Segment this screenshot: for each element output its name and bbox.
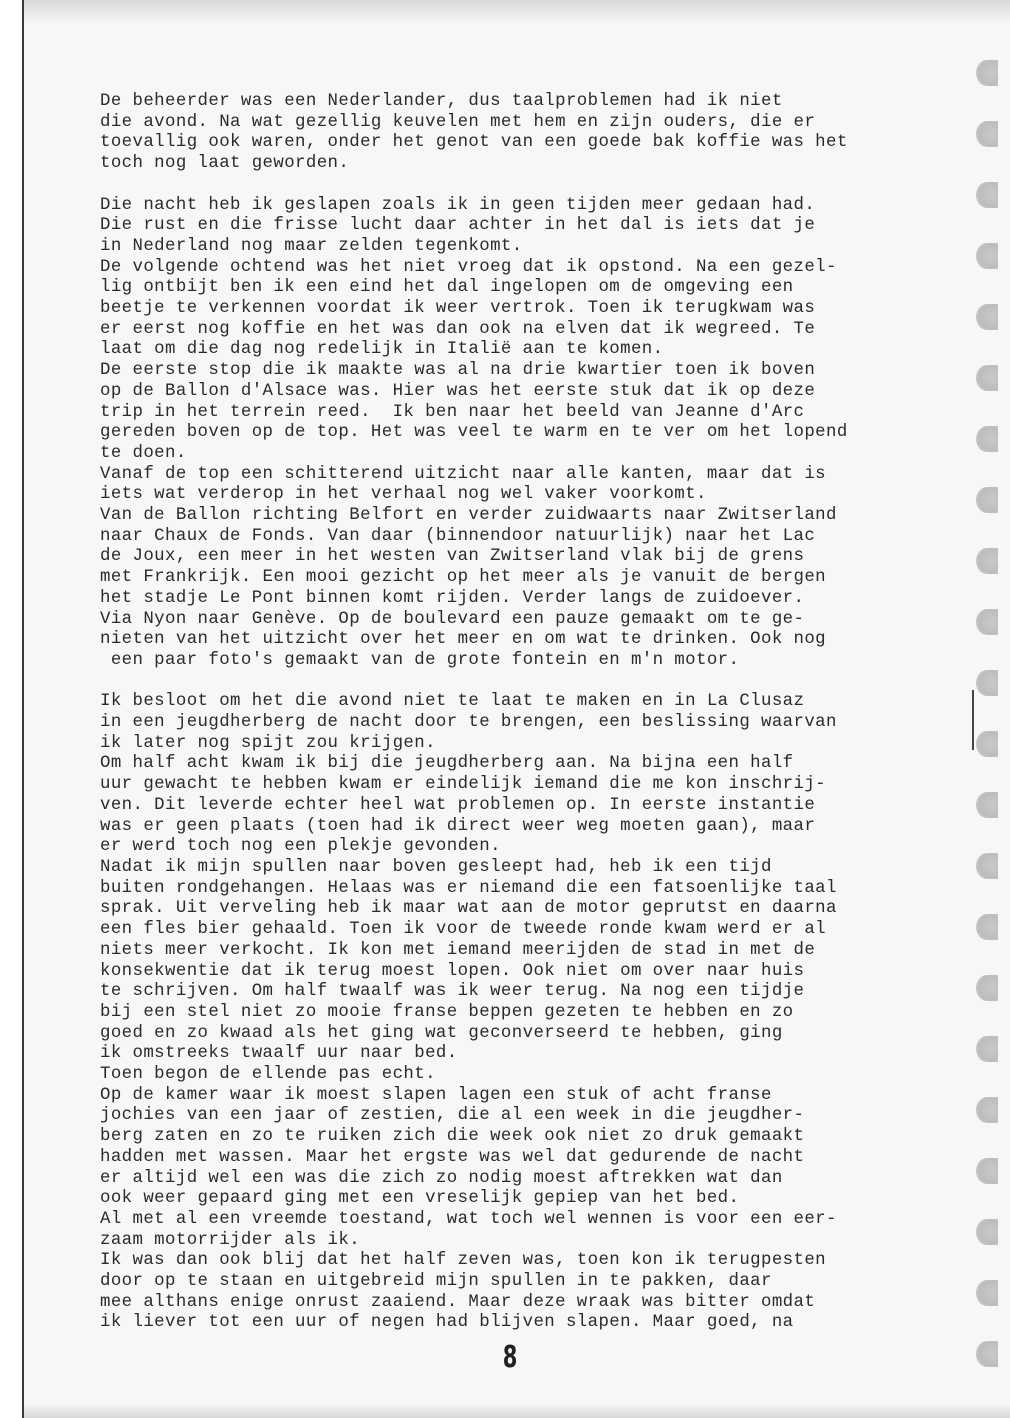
- text-line: een fles bier gehaald. Toen ik voor de tweede ronde kwam werd er al: [100, 920, 827, 940]
- text-line: in een jeugdherberg de nacht door te brengen, een beslissing waarvan: [100, 713, 837, 733]
- text-line: was er geen plaats (toen had ik direct weer weg moeten gaan), maar: [100, 816, 816, 836]
- text-line: ook weer gepaard ging met een vreselijk gepiep van het bed.: [100, 1189, 740, 1209]
- paragraph-2: [100, 196, 970, 672]
- binding-hole: [976, 243, 998, 269]
- binding-hole: [976, 304, 998, 330]
- text-line: Om half acht kwam ik bij die jeugdherberg aan. Na bijna een half: [100, 754, 794, 774]
- binding-hole: [976, 426, 998, 452]
- text-line: jochies van een jaar of zestien, die al een week in die jeugdher-: [100, 1106, 805, 1126]
- page-left-edge: [0, 0, 24, 1418]
- text-line: buiten rondgehangen. Helaas was er niemand die een fatsoenlijke taal: [100, 878, 837, 898]
- text-line: ik omstreeks twaalf uur naar bed.: [100, 1044, 458, 1064]
- text-line: ven. Dit leverde echter heel wat problemen op. In eerste instantie: [100, 795, 816, 815]
- text-line: laat om die dag nog redelijk in Italië aan te komen.: [100, 340, 664, 360]
- text-line: die avond. Na wat gezellig keuvelen met hem en zijn ouders, die er: [100, 112, 816, 132]
- binding-hole: [976, 792, 998, 818]
- text-line: De eerste stop die ik maakte was al na drie kwartier toen ik boven: [100, 361, 816, 381]
- page-number: 8: [502, 1340, 518, 1375]
- paragraph-3: [100, 692, 970, 1334]
- binding-hole: [976, 60, 998, 86]
- binding-hole: [976, 1158, 998, 1184]
- text-line: Via Nyon naar Genève. Op de boulevard een pauze gemaakt om te ge-: [100, 609, 805, 629]
- text-line: De volgende ochtend was het niet vroeg dat ik opstond. Na een gezel-: [100, 257, 837, 277]
- binding-holes: [976, 60, 1000, 1400]
- binding-hole: [976, 853, 998, 879]
- text-line: toch nog laat geworden.: [100, 154, 350, 174]
- binding-hole: [976, 609, 998, 635]
- text-line: berg zaten en zo te ruiken zich die week ook niet zo druk gemaakt: [100, 1127, 805, 1147]
- text-line: mee althans enige onrust zaaiend. Maar deze wraak was bitter omdat: [100, 1292, 816, 1312]
- paragraph-1: [100, 92, 970, 175]
- text-line: te schrijven. Om half twaalf was ik weer terug. Na nog een tijdje: [100, 982, 805, 1002]
- text-line: goed en zo kwaad als het ging wat geconverseerd te hebben, ging: [100, 1023, 783, 1043]
- text-line: nieten van het uitzicht over het meer en om wat te drinken. Ook nog: [100, 630, 827, 650]
- text-line: konsekwentie dat ik terug moest lopen. Ook niet om over naar huis: [100, 961, 805, 981]
- binding-hole: [976, 1097, 998, 1123]
- document-body: [100, 92, 970, 1334]
- text-line: iets wat verderop in het verhaal nog wel vaker voorkomt.: [100, 485, 707, 505]
- text-line: lig ontbijt ben ik een eind het dal ingelopen om de omgeving een: [100, 278, 794, 298]
- text-line: een paar foto's gemaakt van de grote fontein en m'n motor.: [100, 650, 740, 670]
- text-line: er eerst nog koffie en het was dan ook na elven dat ik wegreed. Te: [100, 319, 816, 339]
- text-line: het stadje Le Pont binnen komt rijden. Verder langs de zuidoever.: [100, 588, 805, 608]
- binding-hole: [976, 1341, 998, 1367]
- binding-edge-mark: [972, 690, 974, 750]
- text-line: Op de kamer waar ik moest slapen lagen een stuk of acht franse: [100, 1085, 772, 1105]
- text-line: niets meer verkocht. Ik kon met iemand meerijden de stad in met de: [100, 940, 816, 960]
- binding-hole: [976, 121, 998, 147]
- text-line: ik later nog spijt zou krijgen.: [100, 733, 436, 753]
- text-line: naar Chaux de Fonds. Van daar (binnendoor natuurlijk) naar het Lac: [100, 526, 816, 546]
- text-line: met Frankrijk. Een mooi gezicht op het meer als je vanuit de bergen: [100, 568, 827, 588]
- text-line: in Nederland nog maar zelden tegenkomt.: [100, 236, 523, 256]
- binding-hole: [976, 1219, 998, 1245]
- binding-hole: [976, 731, 998, 757]
- binding-hole: [976, 487, 998, 513]
- text-line: trip in het terrein reed. Ik ben naar het beeld van Jeanne d'Arc: [100, 402, 805, 422]
- text-line: Ik was dan ook blij dat het half zeven was, toen kon ik terugpesten: [100, 1251, 827, 1271]
- text-line: er altijd wel een was die zich zo nodig moest aftrekken wat dan: [100, 1168, 783, 1188]
- binding-hole: [976, 365, 998, 391]
- page-bottom-edge: [24, 1404, 1010, 1418]
- text-line: zaam motorrijder als ik.: [100, 1230, 361, 1250]
- text-line: Nadat ik mijn spullen naar boven gesleept had, heb ik een tijd: [100, 857, 772, 877]
- text-line: Van de Ballon richting Belfort en verder zuidwaarts naar Zwitserland: [100, 506, 837, 526]
- text-line: op de Ballon d'Alsace was. Hier was het eerste stuk dat ik op deze: [100, 381, 816, 401]
- text-line: Die rust en die frisse lucht daar achter in het dal is iets dat je: [100, 216, 816, 236]
- page-top-edge: [0, 0, 1010, 22]
- text-line: toevallig ook waren, onder het genot van een goede bak koffie was het: [100, 133, 848, 153]
- binding-hole: [976, 914, 998, 940]
- text-line: door op te staan en uitgebreid mijn spullen in te pakken, daar: [100, 1272, 772, 1292]
- text-line: Al met al een vreemde toestand, wat toch wel wennen is voor een eer-: [100, 1209, 837, 1229]
- text-line: beetje te verkennen voordat ik weer vertrok. Toen ik terugkwam was: [100, 299, 816, 319]
- binding-hole: [976, 1036, 998, 1062]
- text-line: De beheerder was een Nederlander, dus taalproblemen had ik niet: [100, 92, 783, 111]
- text-line: de Joux, een meer in het westen van Zwitserland vlak bij de grens: [100, 547, 805, 567]
- text-line: Ik besloot om het die avond niet te laat te maken en in La Clusaz: [100, 692, 805, 712]
- binding-hole: [976, 182, 998, 208]
- text-line: Vanaf de top een schitterend uitzicht naar alle kanten, maar dat is: [100, 464, 827, 484]
- text-line: sprak. Uit verveling heb ik maar wat aan de motor geprutst en daarna: [100, 899, 837, 919]
- text-line: hadden met wassen. Maar het ergste was wel dat gedurende de nacht: [100, 1147, 805, 1167]
- text-line: er werd toch nog een plekje gevonden.: [100, 837, 501, 857]
- text-line: gereden boven op de top. Het was veel te warm en te ver om het lopend: [100, 423, 848, 443]
- text-line: te doen.: [100, 443, 187, 463]
- binding-hole: [976, 670, 998, 696]
- text-line: bij een stel niet zo mooie franse beppen gezeten te hebben en zo: [100, 1002, 794, 1022]
- paragraph-gap: [100, 175, 970, 196]
- text-line: ik liever tot een uur of negen had blijven slapen. Maar goed, na: [100, 1313, 794, 1333]
- binding-hole: [976, 1280, 998, 1306]
- text-line: Toen begon de ellende pas echt.: [100, 1065, 436, 1085]
- text-line: uur gewacht te hebben kwam er eindelijk iemand die me kon inschrij-: [100, 775, 827, 795]
- binding-hole: [976, 548, 998, 574]
- text-line: Die nacht heb ik geslapen zoals ik in geen tijden meer gedaan had.: [100, 195, 816, 215]
- binding-hole: [976, 975, 998, 1001]
- paragraph-gap: [100, 672, 970, 693]
